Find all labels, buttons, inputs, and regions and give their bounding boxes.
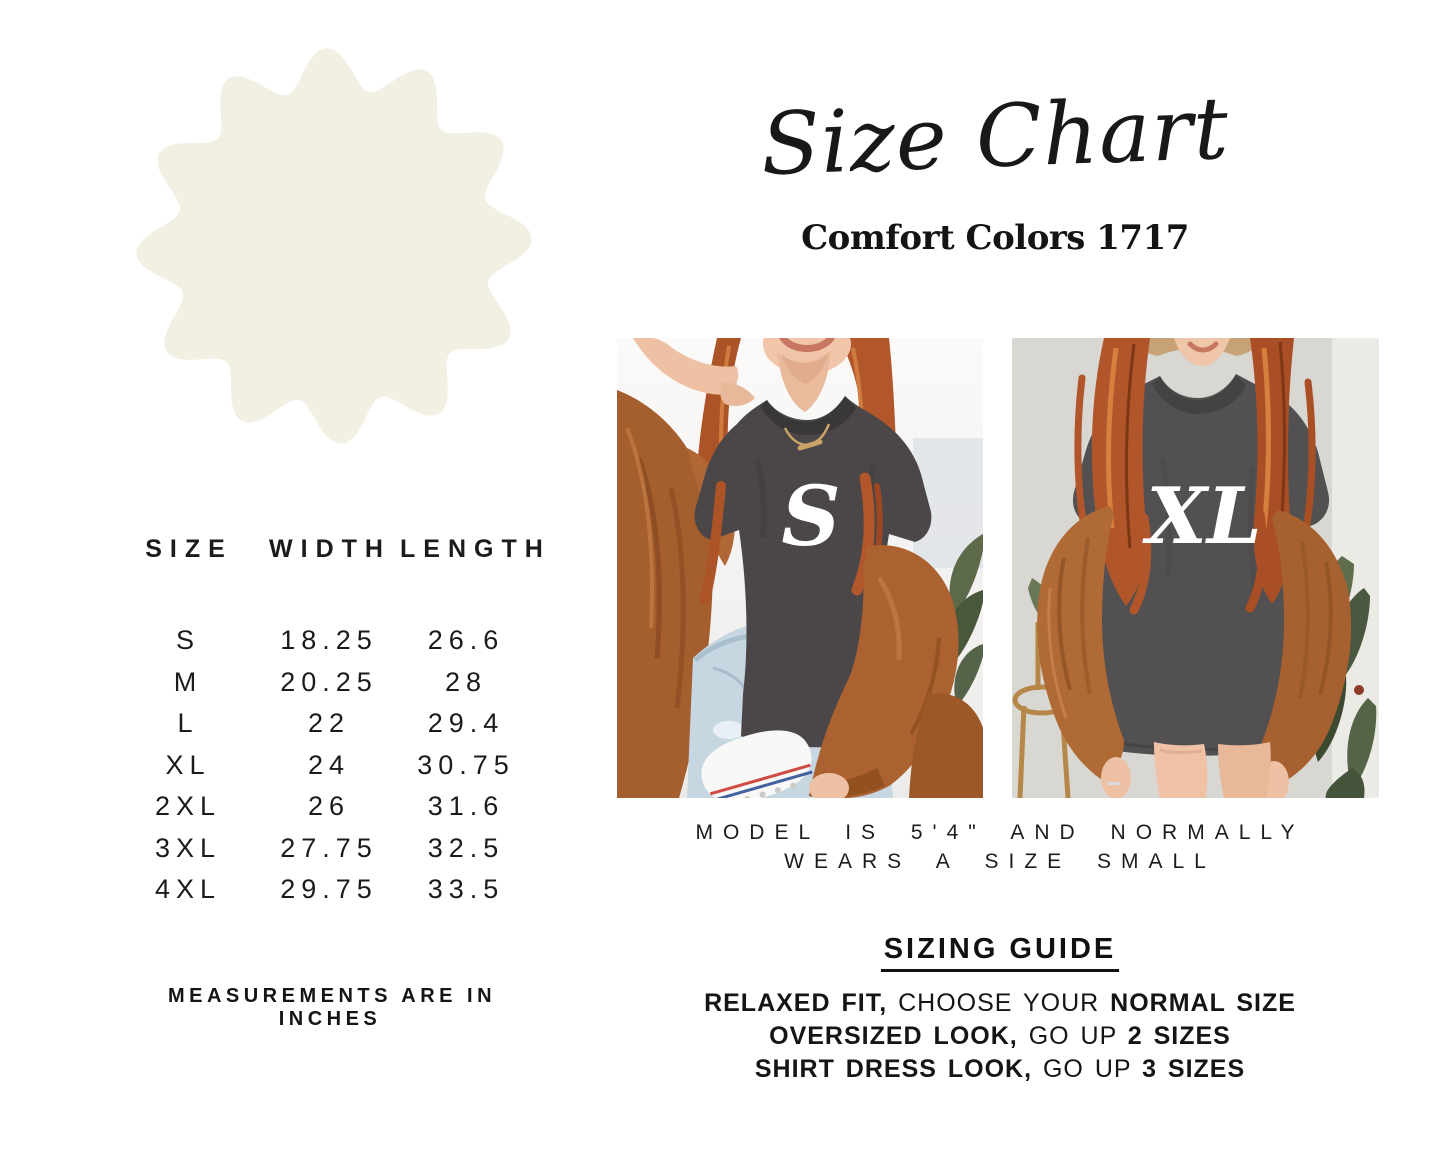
cell-width: 22 (307, 708, 351, 738)
col-header-width: WIDTH (269, 535, 391, 563)
table-body (110, 620, 534, 911)
cell-size: 4XL (154, 874, 222, 904)
size-table (110, 535, 551, 911)
cell-size: 3XL (154, 832, 222, 863)
guide-segment-bold: NORMAL SIZE (1110, 989, 1296, 1017)
cell-width: 18.25 (280, 625, 378, 655)
cell-length: 31.6 (427, 791, 505, 821)
table-row (110, 828, 534, 870)
model-note (640, 818, 1360, 876)
cell-size: L (177, 708, 199, 738)
guide-segment-bold: 3 SIZES (1142, 1055, 1246, 1083)
cell-size: M (173, 666, 203, 697)
model-note-line2: WEARS A SIZE SMALL (784, 850, 1216, 873)
shirt-size-letter-s: S (781, 469, 841, 565)
table-row (110, 869, 534, 911)
table-row (110, 786, 534, 828)
page-subtitle: Comfort Colors 1717 (801, 218, 1189, 258)
model-photo-size-s (617, 338, 983, 798)
col-header-size: SIZE (145, 535, 233, 563)
guide-segment-bold: 2 SIZES (1127, 1022, 1231, 1050)
cell-width: 20.25 (280, 666, 378, 697)
table-row (110, 703, 534, 745)
cell-width: 29.75 (280, 874, 378, 904)
measurements-note: MEASUREMENTS ARE IN INCHES (167, 985, 497, 1030)
sizing-guide-lines (640, 987, 1360, 1086)
table-row (110, 662, 534, 704)
cell-width: 27.75 (280, 832, 378, 863)
guide-segment-normal: GO UP (1042, 1055, 1132, 1083)
cell-length: 28 (444, 666, 488, 697)
table-row (110, 745, 534, 787)
guide-segment-bold: OVERSIZED LOOK, (769, 1022, 1018, 1050)
header (600, 62, 1390, 258)
cell-width: 26 (307, 791, 351, 821)
page-title: Size Chart (759, 78, 1231, 196)
cell-size: 2XL (154, 791, 222, 821)
shirt-size-letter-xl: XL (1146, 471, 1262, 562)
cell-length: 32.5 (427, 832, 505, 863)
table-header-row (110, 535, 551, 564)
sizing-guide-line (640, 1020, 1360, 1053)
table-row (110, 620, 534, 662)
sizing-guide-heading: SIZING GUIDE (881, 933, 1120, 972)
col-header-length: LENGTH (400, 535, 551, 563)
cell-size: S (175, 625, 200, 655)
model-note-line1: MODEL IS 5'4" AND NORMALLY (695, 821, 1305, 844)
sizing-guide-line (640, 987, 1360, 1020)
guide-segment-normal: GO UP (1028, 1022, 1117, 1050)
guide-segment-normal: CHOOSE YOUR (898, 989, 1100, 1017)
flower-shape-path (136, 48, 531, 443)
sizing-guide-line (640, 1053, 1360, 1086)
cell-size: XL (165, 749, 211, 780)
guide-segment-bold: SHIRT DRESS LOOK, (754, 1055, 1033, 1083)
guide-segment-bold: RELAXED FIT, (704, 989, 888, 1017)
cell-width: 24 (307, 749, 351, 780)
cell-length: 30.75 (417, 749, 515, 780)
cell-length: 26.6 (427, 625, 505, 655)
model-photo-size-xl (1012, 338, 1379, 798)
scalloped-flower-shape (134, 46, 534, 446)
cell-length: 29.4 (427, 708, 505, 738)
sizing-guide (640, 933, 1360, 1086)
cell-length: 33.5 (427, 874, 505, 904)
